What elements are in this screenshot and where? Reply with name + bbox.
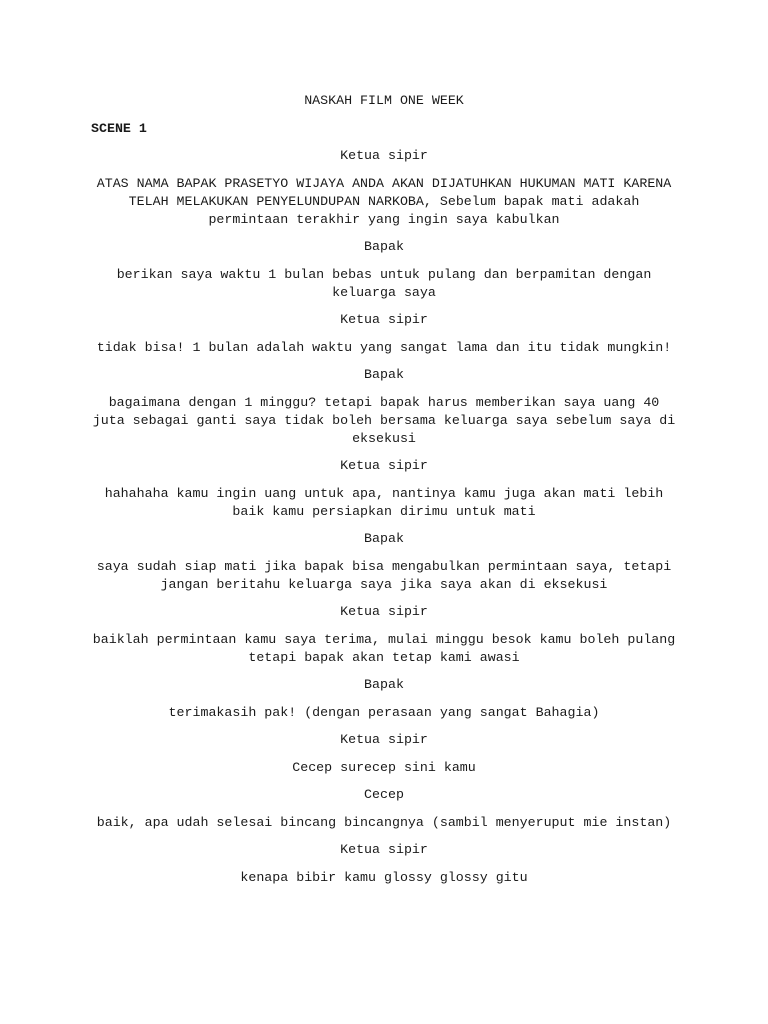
dialogue-line: baiklah permintaan kamu saya terima, mulai minggu besok kamu boleh pulang tetapi bapak akan tetap kami awasi	[92, 631, 676, 665]
dialogue-line: terimakasih pak! (dengan perasaan yang sangat Bahagia)	[168, 704, 600, 720]
speaker-name: Ketua sipir	[340, 312, 428, 327]
speaker-name: Bapak	[364, 677, 404, 692]
scene-heading: SCENE 1	[91, 121, 147, 136]
speaker-name: Ketua sipir	[340, 458, 428, 473]
dialogue-line: ATAS NAMA BAPAK PRASETYO WIJAYA ANDA AKAN DIJATUHKAN HUKUMAN MATI KARENA TELAH MELAKUKAN PENYELUNDUPAN NARKOBA, Sebelum bapak mati adakah permintaan terakhir yang ingin saya kabulkan	[96, 175, 672, 227]
dialogue-line: saya sudah siap mati jika bapak bisa mengabulkan permintaan saya, tetapi jangan beritahu keluarga saya jika saya akan di eksekusi	[96, 558, 672, 592]
speaker-name: Ketua sipir	[340, 842, 428, 857]
speaker-name: Cecep	[364, 787, 404, 802]
document-title: NASKAH FILM ONE WEEK	[304, 93, 464, 108]
speaker-name: Bapak	[364, 531, 404, 546]
dialogue-line: kenapa bibir kamu glossy glossy gitu	[240, 869, 528, 885]
speaker-name: Bapak	[364, 239, 404, 254]
speaker-name: Ketua sipir	[340, 732, 428, 747]
dialogue-line: Cecep surecep sini kamu	[292, 759, 476, 775]
speaker-name: Ketua sipir	[340, 604, 428, 619]
speaker-name: Bapak	[364, 367, 404, 382]
dialogue-line: tidak bisa! 1 bulan adalah waktu yang sangat lama dan itu tidak mungkin!	[96, 339, 672, 355]
dialogue-line: hahahaha kamu ingin uang untuk apa, nantinya kamu juga akan mati lebih baik kamu persiapkan dirimu untuk mati	[104, 485, 664, 519]
script-body	[92, 147, 676, 896]
dialogue-line: baik, apa udah selesai bincang bincangnya (sambil menyeruput mie instan)	[96, 814, 672, 830]
speaker-name: Ketua sipir	[340, 148, 428, 163]
dialogue-line: bagaimana dengan 1 minggu? tetapi bapak harus memberikan saya uang 40 juta sebagai ganti saya tidak boleh bersama keluarga saya sebelum saya di eksekusi	[92, 394, 676, 446]
dialogue-line: berikan saya waktu 1 bulan bebas untuk pulang dan berpamitan dengan keluarga saya	[116, 266, 652, 300]
